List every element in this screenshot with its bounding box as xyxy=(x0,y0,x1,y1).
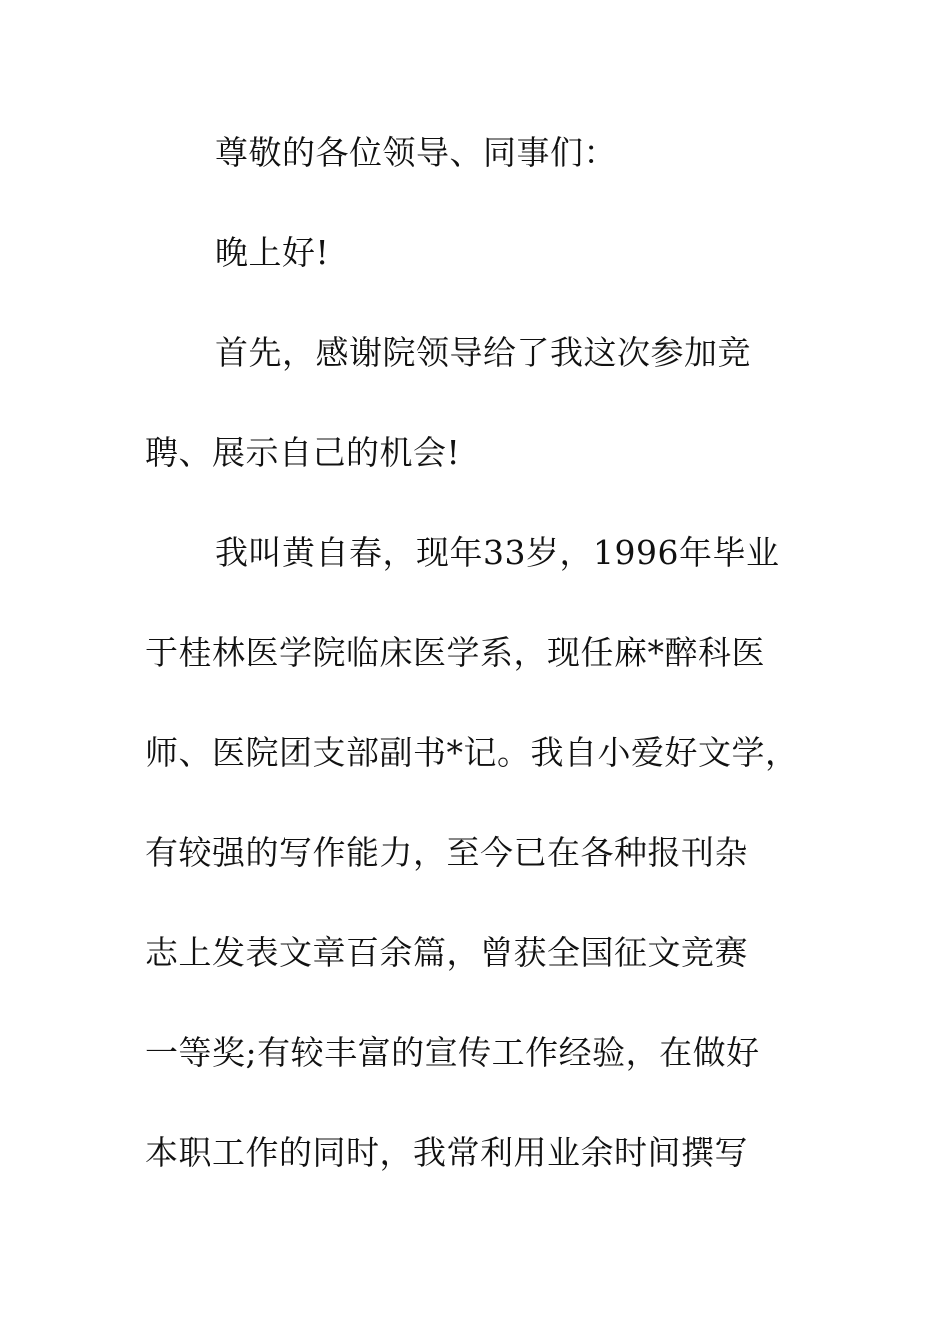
greeting-line: 晚上好! xyxy=(215,233,330,272)
paragraph-line: 师、医院团支部副书*记。我自小爱好文学， xyxy=(145,733,799,772)
paragraph-line: 我叫黄自春，现年33岁，1996年毕业 xyxy=(215,533,780,572)
paragraph-line: 本职工作的同时，我常利用业余时间撰写 xyxy=(145,1133,748,1172)
paragraph-line: 有较强的写作能力，至今已在各种报刊杂 xyxy=(145,833,748,872)
paragraph-line: 志上发表文章百余篇，曾获全国征文竞赛 xyxy=(145,933,748,972)
paragraph-line: 首先，感谢院领导给了我这次参加竞 xyxy=(215,333,751,372)
salutation-line: 尊敬的各位领导、同事们： xyxy=(215,133,617,172)
paragraph-line: 聘、展示自己的机会! xyxy=(145,433,461,472)
paragraph-line: 一等奖;有较丰富的宣传工作经验，在做好 xyxy=(145,1033,760,1072)
paragraph-line: 于桂林医学院临床医学系，现任麻*醉科医 xyxy=(145,633,765,672)
